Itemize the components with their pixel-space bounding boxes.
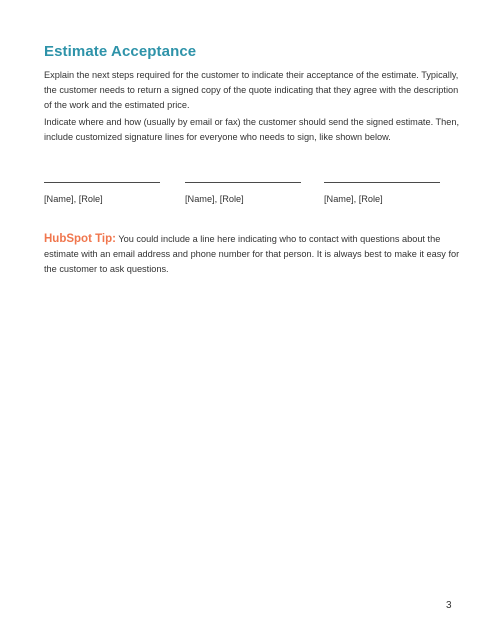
signature-line-3 bbox=[324, 182, 440, 183]
paragraph-send-instructions: Indicate where and how (usually by email or fax) the customer should send the signed estimate. Then, include customized signature lines for everyone who needs to sign, like shown below. bbox=[44, 117, 460, 142]
signature-label-1: [Name], [Role] bbox=[44, 194, 103, 204]
hubspot-tip bbox=[44, 232, 464, 277]
section-heading: Estimate Acceptance bbox=[44, 43, 197, 60]
paragraph-next-steps: Explain the next steps required for the customer to indicate their acceptance of the estimate. Typically, the customer needs to return a signed copy of the quote indicating that they agree with the description of the work and the estimated price. bbox=[44, 70, 459, 110]
page-number: 3 bbox=[446, 600, 452, 611]
tip-text: You could include a line here indicating who to contact with questions about the estimate with an email address and phone number for that person. It is always best to make it easy for the customer to ask questions. bbox=[44, 234, 460, 274]
signature-line-2 bbox=[185, 182, 301, 183]
signature-label-2: [Name], [Role] bbox=[185, 194, 244, 204]
signature-label-3: [Name], [Role] bbox=[324, 194, 383, 204]
tip-label: HubSpot Tip: bbox=[44, 233, 116, 245]
signature-line-1 bbox=[44, 182, 160, 183]
